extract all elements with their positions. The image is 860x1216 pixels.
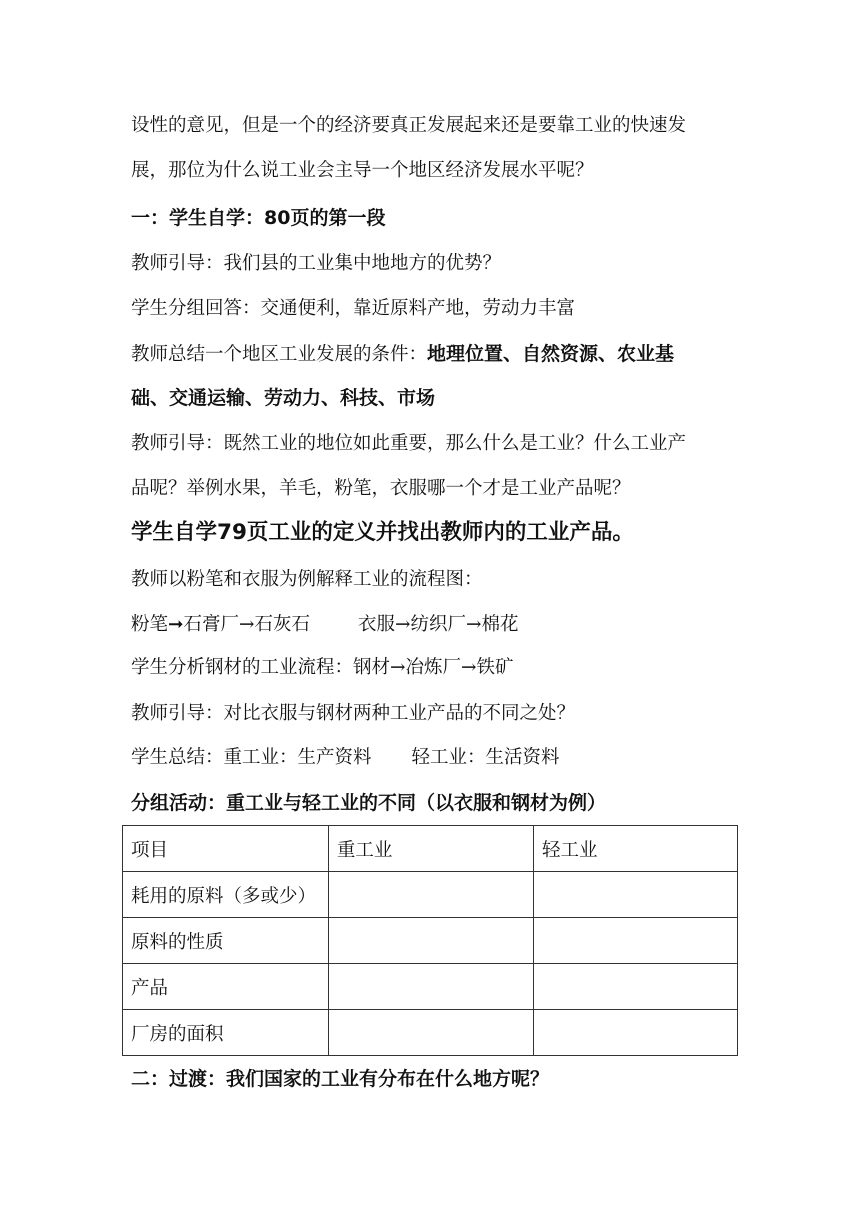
conclusion-light: 轻工业：生活资料	[411, 747, 560, 768]
intro-line-1: 设性的意见，但是一个的经济要真正发展起来还是要靠工业的快速发	[131, 115, 687, 136]
table-cell	[533, 1010, 737, 1056]
teacher-explain: 教师以粉笔和衣服为例解释工业的流程图：	[131, 569, 483, 590]
teacher-guide-2-line-2: 品呢？举例水果，羊毛，粉笔，衣服哪一个才是工业产品呢？	[131, 478, 631, 499]
teacher-guide-2-line-1: 教师引导：既然工业的地位如此重要，那么什么是工业？什么工业产	[131, 433, 687, 454]
student-analysis: 学生分析钢材的工业流程：钢材→冶炼厂→铁矿	[131, 657, 514, 678]
intro-line-2: 展，那位为什么说工业会主导一个地区经济发展水平呢？	[131, 160, 594, 181]
student-answer-1: 学生分组回答：交通便利，靠近原料产地，劳动力丰富	[131, 298, 576, 319]
table-cell	[533, 872, 737, 918]
table-header-row	[123, 826, 738, 872]
table-cell	[328, 964, 533, 1010]
teacher-guide-1: 教师引导：我们县的工业集中地地方的优势？	[131, 253, 502, 274]
flow-chart-line	[131, 613, 519, 637]
self-study-instruction: 学生自学79页工业的定义并找出教师内的工业产品。	[131, 520, 634, 545]
table-header-cell: 项目	[123, 826, 329, 872]
section1-heading: 一：学生自学：80页的第一段	[131, 207, 386, 229]
table-cell	[533, 964, 737, 1010]
table-cell	[328, 1010, 533, 1056]
table-cell	[533, 918, 737, 964]
table-row	[123, 1010, 738, 1056]
teacher-summary-line-1	[131, 342, 674, 367]
table-cell: 原料的性质	[123, 918, 329, 964]
table-cell: 产品	[123, 964, 329, 1010]
student-conclusion	[131, 746, 560, 770]
summary-conditions-2: 础、交通运输、劳动力、科技、市场	[131, 387, 436, 409]
conclusion-heavy: 学生总结：重工业：生产资料	[131, 747, 372, 768]
table-header-cell: 轻工业	[533, 826, 737, 872]
table-cell	[328, 872, 533, 918]
table-row	[123, 918, 738, 964]
section2-heading: 二：过渡：我们国家的工业有分布在什么地方呢？	[131, 1068, 550, 1090]
flow-chalk: 粉笔➞石膏厂→石灰石	[131, 614, 311, 635]
table-header-cell: 重工业	[328, 826, 533, 872]
table-row	[123, 964, 738, 1010]
group-activity-title: 分组活动：重工业与轻工业的不同（以衣服和钢材为例）	[131, 792, 607, 814]
comparison-table	[122, 825, 738, 1056]
summary-conditions-1: 地理位置、自然资源、农业基	[427, 343, 675, 365]
flow-clothes: 衣服→纺织厂→棉花	[358, 614, 519, 635]
table-row	[123, 872, 738, 918]
summary-prefix: 教师总结一个地区工业发展的条件：	[131, 344, 428, 365]
table-cell: 厂房的面积	[123, 1010, 329, 1056]
teacher-guide-3: 教师引导：对比衣服与钢材两种工业产品的不同之处？	[131, 703, 576, 724]
table-cell: 耗用的原料（多或少）	[123, 872, 329, 918]
table-cell	[328, 918, 533, 964]
